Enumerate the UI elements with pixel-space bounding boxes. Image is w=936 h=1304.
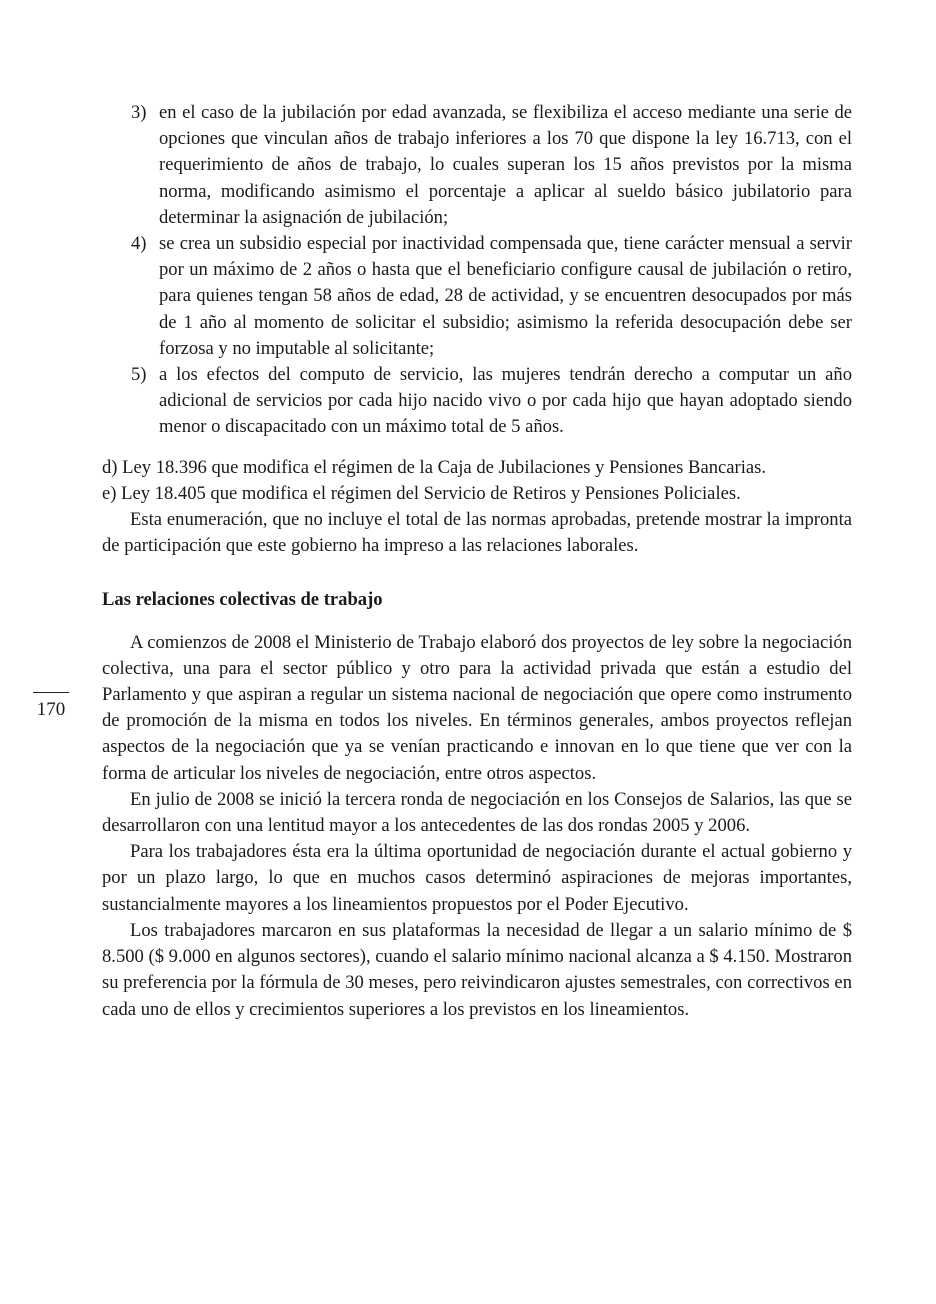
list-item (102, 100, 852, 231)
section-heading: Las relaciones colectivas de trabajo (102, 589, 383, 611)
page-number-marker (32, 692, 70, 721)
list-item-text: en el caso de la jubilación por edad avanzada, se flexibiliza el acceso mediante una serie de opciones que vinculan años de trabajo inferiores a los 70 que dispone la ley 16.713, con el requerimiento de años de trabajo, lo cuales superan los 15 años previstos por la misma norma, modificando asimismo el porcentaje a aplicar al sueldo básico jubilatorio para determinar la asignación de jubilación; (159, 102, 852, 228)
list-item-number: 4) (131, 233, 147, 255)
spacer (102, 441, 852, 455)
list-item-text: a los efectos del computo de servicio, las mujeres tendrán derecho a computar un año adicional de servicios por cada hijo nacido vivo o por cada hijo que hayan adoptado siendo menor o discapacitado con un máximo total de 5 años. (159, 364, 852, 438)
paragraph: A comienzos de 2008 el Ministerio de Trabajo elaboró dos proyectos de ley sobre la negociación colectiva, una para el sector público y otro para la actividad privada que están a estudio del Parlamento y que aspiran a regular un sistema nacional de negociación que opere como instrumento de promoción de la misma en todos los niveles. En términos generales, ambos proyectos reflejan aspectos de la negociación que ya se venían practicando e innovan en lo que tiene que ver con la forma de articular los niveles de negociación, entre otros aspectos. (102, 631, 852, 784)
list-item-text: se crea un subsidio especial por inactividad compensada que, tiene carácter mensual a servir por un máximo de 2 años o hasta que el beneficiario configure causal de jubilación o retiro, para quienes tengan 58 años de edad, 28 de actividad, y se encuentren desocupados por más de 1 año al momento de solicitar el subsidio; asimismo la referida desocupación debe ser forzosa y no imputable al solicitante; (159, 233, 852, 359)
law-d-line: d) Ley 18.396 que modifica el régimen de la Caja de Jubilaciones y Pensiones Bancarias. (102, 456, 767, 478)
list-item-number: 5) (131, 364, 147, 386)
paragraph: En julio de 2008 se inició la tercera ronda de negociación en los Consejos de Salarios, las que se desarrollaron con una lentitud mayor a los antecedentes de las dos rondas 2005 y 2006. (102, 788, 852, 837)
page-number: 170 (36, 699, 66, 720)
paragraph: Los trabajadores marcaron en sus plataformas la necesidad de llegar a un salario mínimo de $ 8.500 ($ 9.000 en algunos sectores), cuando el salario mínimo nacional alcanza a $ 4.150. Mostraron su preferencia por la fórmula de 30 meses, pero reivindicaron ajustes semestrales, con correctivos en cada uno de ellos y crecimientos superiores a los previstos en los lineamientos. (102, 919, 852, 1020)
list-item-number: 3) (131, 102, 147, 123)
paragraph: Para los trabajadores ésta era la última oportunidad de negociación durante el actual gobierno y por un plazo largo, lo que en muchos casos determinó aspiraciones de mejoras importantes, sustancialmente mayores a los lineamientos propuestos por el Poder Ejecutivo. (102, 841, 852, 915)
list-item (102, 362, 852, 441)
enumeration-paragraph: Esta enumeración, que no incluye el total de las normas aprobadas, pretende mostrar la impronta de participación que este gobierno ha impreso a las relaciones laborales. (102, 509, 852, 557)
law-e-line: e) Ley 18.405 que modifica el régimen del Servicio de Retiros y Pensiones Policiales. (102, 482, 741, 504)
spacer (102, 559, 852, 573)
page-number-rule (33, 692, 69, 693)
list-item (102, 231, 852, 362)
body-text (102, 100, 852, 1023)
numbered-list (102, 100, 852, 441)
